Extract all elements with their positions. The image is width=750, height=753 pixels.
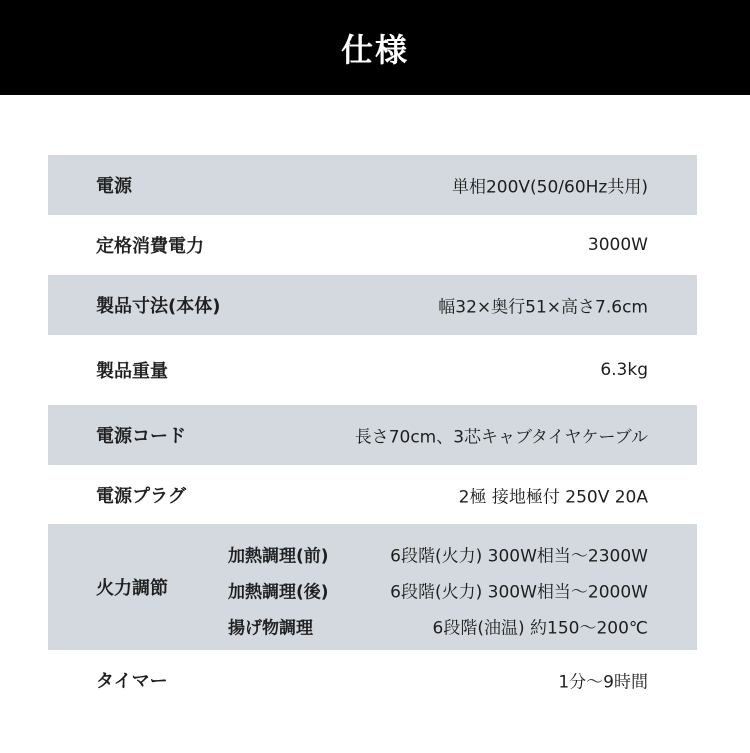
page-title: 仕様 (340, 30, 409, 69)
spec-value: 長さ70cm、3芯キャブタイヤケーブル (354, 427, 648, 448)
spec-row-power-cord (48, 405, 697, 465)
spec-label: 電源プラグ (96, 485, 186, 507)
page-header (0, 0, 750, 95)
spec-label: 電源 (96, 176, 132, 197)
sub-label: 加熱調理(後) (228, 582, 329, 603)
spec-label: 電源コード (96, 426, 186, 447)
spec-table (48, 155, 697, 710)
spec-value: 1分～9時間 (558, 672, 648, 693)
spec-value: 2極 接地極付 250V 20A (458, 487, 648, 507)
sub-value: 6段階(油温) 約150～200℃ (432, 618, 648, 639)
sub-label: 加熱調理(前) (228, 546, 329, 567)
heat-control-sub-list (228, 536, 648, 644)
spec-row-weight (48, 335, 697, 405)
spec-row-dimensions (48, 275, 697, 335)
spec-value: 幅32×奥行51×高さ7.6cm (438, 297, 648, 318)
spec-row-timer (48, 650, 697, 710)
spec-value: 3000W (587, 235, 648, 255)
spec-label: 製品寸法(本体) (96, 296, 221, 317)
spec-value: 6.3kg (600, 360, 648, 380)
sub-row (228, 536, 648, 572)
spec-row-rated-power (48, 215, 697, 275)
sub-row (228, 572, 648, 608)
sub-value: 6段階(火力) 300W相当～2300W (390, 546, 648, 567)
spec-label: 定格消費電力 (96, 236, 204, 257)
spec-row-power-source (48, 155, 697, 215)
spec-label: 製品重量 (96, 361, 168, 382)
spec-row-heat-control (48, 524, 697, 650)
spec-row-power-plug (48, 465, 697, 524)
sub-value: 6段階(火力) 300W相当～2000W (390, 582, 648, 603)
sub-row (228, 608, 648, 644)
spec-value: 単相200V(50/60Hz共用) (451, 177, 648, 198)
spec-label: タイマー (96, 671, 168, 692)
spec-label: 火力調節 (96, 578, 168, 599)
sub-label: 揚げ物調理 (228, 618, 313, 639)
